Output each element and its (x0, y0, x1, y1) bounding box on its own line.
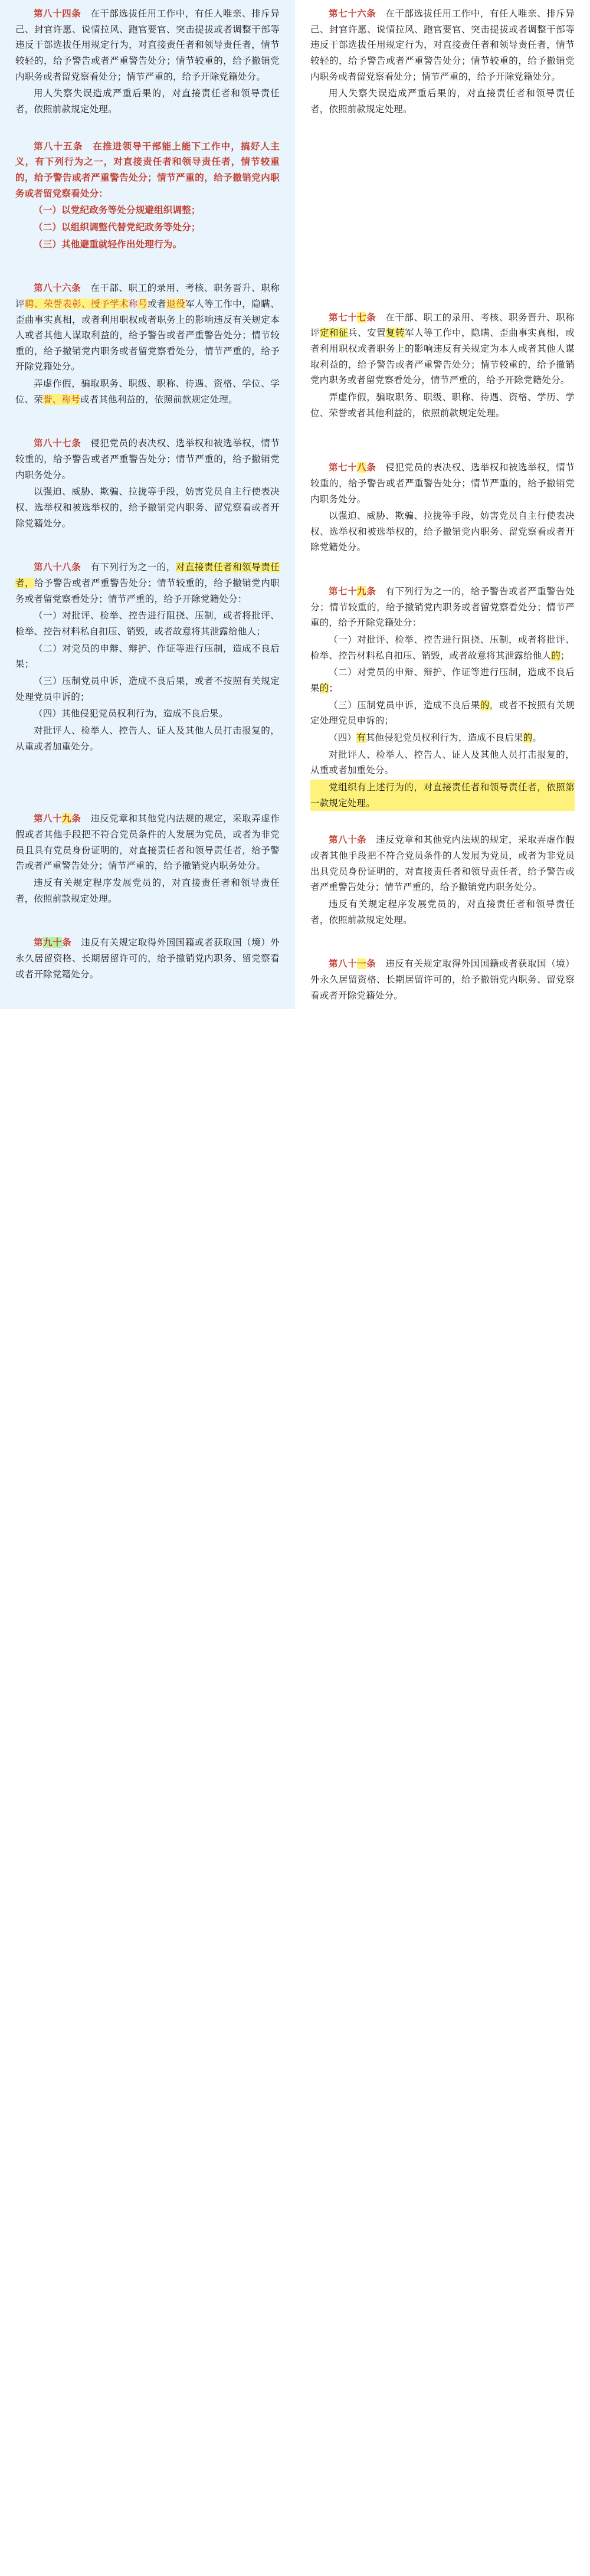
two-column-layout (0, 0, 590, 1030)
article-block-86 (15, 280, 280, 407)
article-88-para-last: 对批评人、检举人、控告人、证人及其他人员打击报复的，从重或者加重处分。 (15, 725, 280, 752)
article-88-item-4: （四）其他侵犯党员权利行为，造成不良后果。 (34, 708, 228, 719)
article-89-para-1: 第八十九条 违反党章和其他党内法规的规定，采取弄虚作假或者其他手段把不符合党员条件的人发展为党员，或者为非党员且具有党员身份证明的，对直接责任者和领导责任者，给予警告或者严重警告处分；情节严重的，给予撤销党内职务处分。 (15, 813, 280, 872)
article-block-85 (15, 139, 280, 253)
article-89-para-2: 违反有关规定程序发展党员的，对直接责任者和领导责任者，依照前款规定处理。 (15, 877, 280, 904)
article-block-88 (15, 559, 280, 754)
article-84-para-2: 用人失察失误造成严重后果的，对直接责任者和领导责任者，依照前款规定处理。 (15, 88, 280, 114)
article-block-77 (310, 310, 575, 421)
article-87-para-1: 第八十七条 侵犯党员的表决权、选举权和被选举权，情节较重的，给予警告或者严重警告处分；情节严重的，给予撤销党内职务处分。 (15, 438, 280, 480)
article-79-para-org: 党组织有上述行为的，对直接责任者和领导责任者，依照第一款规定处理。 (310, 780, 575, 811)
article-85-item-2: （二）以组织调整代替党纪政务等处分； (34, 221, 201, 233)
article-80-para-2: 违反有关规定程序发展党员的，对直接责任者和领导责任者，依照前款规定处理。 (310, 898, 575, 925)
article-80-para-1: 第八十条 违反党章和其他党内法规的规定，采取弄虚作假或者其他手段把不符合党员条件的人发展为党员，或者为非党员出具党员身份证明的，对直接责任者和领导责任者，给予警告或者严重警告处分；情节严重的，给予撤销党内职务处分。 (310, 834, 575, 893)
article-block-90 (15, 935, 280, 982)
article-block-89 (15, 811, 280, 906)
article-79-para-1: 第七十九条 有下列行为之一的，给予警告或者严重警告处分；情节较重的，给予撤销党内职务或者留党察看处分；情节严重的，给予开除党籍处分： (310, 586, 575, 629)
article-block-79 (310, 584, 575, 811)
left-column-revised (0, 0, 295, 1009)
article-block-78 (310, 460, 575, 555)
article-88-para-1: 第八十八条 有下列行为之一的，对直接责任者和领导责任者，给予警告或者严重警告处分；情节较重的，给予撤销党内职务或者留党察看处分；情节严重的，给予开除党籍处分： (15, 562, 280, 604)
article-78-para-2: 以强迫、威胁、欺骗、拉拢等手段，妨害党员自主行使表决权、选举权和被选举权的，给予撤销党内职务、留党察看或者开除党籍处分。 (310, 510, 575, 553)
article-85-para-1: 第八十五条 在推进领导干部能上能下工作中，搞好人主义，有下列行为之一，对直接责任者和领导责任者，情节较重的，给予警告或者严重警告处分；情节严重的，给予撤销党内职务或者留党察看处分： (15, 140, 280, 199)
article-77-para-1: 第七十七条 在干部、职工的录用、考核、职务晋升、职称评定和征兵、安置复转军人等工作中，隐瞒、歪曲事实真相，或者利用职权或者职务上的影响违反有关规定为本人或者其他人谋取利益的，给予警告或者严重警告处分；情节较重的，给予撤销党内职务或者留党察看处分，情节严重的，给予开除党籍处分。 (310, 312, 575, 386)
article-block-84 (15, 6, 280, 117)
article-86-para-1: 第八十六条 在干部、职工的录用、考核、职务晋升、职称评聘、荣誉表彰、授予学术称号或者退役军人等工作中，隐瞒、歪曲事实真相，或者利用职权或者职务上的影响违反有关规定本人或者其他人谋取利益的，给予警告或者严重警告处分；情节较重的，给予撤销党内职务或者留党察看处分，情节严重的，给予开除党籍处分。 (15, 283, 280, 372)
article-78-para-1: 第七十八条 侵犯党员的表决权、选举权和被选举权，情节较重的，给予警告或者严重警告处分；情节严重的，给予撤销党内职务处分。 (310, 462, 575, 505)
comparison-document (0, 0, 590, 1030)
article-88-item-2: （二）对党员的申辩、辩护、作证等进行压制，造成不良后果； (15, 643, 280, 670)
article-76-para-1: 第七十六条 在干部选拔任用工作中，有任人唯亲、排斥异己、封官许愿、说情拉风、跑官要官、突击提拔或者调整干部等违反干部选拔任用规定行为，对直接责任者和领导责任者，情节较轻的，给予警告或者严重警告处分；情节较重的，给予撤销党内职务或者留党察看处分；情节严重的，给予开除党籍处分。 (310, 8, 575, 82)
article-79-item-4: （四）有其他侵犯党员权利行为，造成不良后果的。 (329, 732, 542, 744)
article-88-item-3: （三）压制党员申诉，造成不良后果，或者不按照有关规定处理党员申诉的； (15, 675, 280, 702)
article-79-item-2: （二）对党员的申辩、辩护、作证等进行压制，造成不良后果的； (310, 667, 575, 694)
article-77-para-2: 弄虚作假，骗取职务、职级、职称、待遇、资格、学历、学位、荣誉或者其他利益的，依照前款规定处理。 (310, 391, 575, 418)
article-79-para-last: 对批评人、检举人、控告人、证人及其他人员打击报复的，从重或者加重处分。 (310, 749, 575, 776)
article-76-para-2: 用人失察失误造成严重后果的，对直接责任者和领导责任者，依照前款规定处理。 (310, 88, 575, 114)
article-90-para-1: 第九十条 违反有关规定取得外国国籍或者获取国（境）外永久居留资格、长期居留许可的，给予撤销党内职务、留党察看或者开除党籍处分。 (15, 937, 280, 980)
article-79-item-1: （一）对批评、检举、控告进行阻挠、压制，或者将批评、检举、控告材料私自扣压、销毁，或者故意将其泄露给他人的； (310, 634, 575, 661)
article-block-81 (310, 956, 575, 1003)
article-81-para-1: 第八十一条 违反有关规定取得外国国籍或者获取国（境）外永久居留资格、长期居留许可的，给予撤销党内职务、留党察看或者开除党籍处分。 (310, 958, 575, 1001)
right-column-original (295, 0, 590, 1030)
article-84-para-1: 第八十四条 在干部选拔任用工作中，有任人唯亲、排斥异己、封官许愿、说情拉风、跑官要官、突击提拔或者调整干部等违反干部选拔任用规定行为，对直接责任者和领导责任者，情节较轻的，给予警告或者严重警告处分；情节较重的，给予撤销党内职务或者留党察看处分；情节严重的，给予开除党籍处分。 (15, 8, 280, 82)
article-block-76 (310, 6, 575, 117)
article-block-80 (310, 832, 575, 928)
article-88-item-1: （一）对批评、检举、控告进行阻挠、压制，或者将批评、检举、控告材料私自扣压、销毁，或者故意将其泄露给他人； (15, 610, 280, 637)
article-block-87 (15, 436, 280, 531)
article-86-para-2: 弄虚作假，骗取职务、职级、职称、待遇、资格、学位、学位、荣誉、称号或者其他利益的，依照前款规定处理。 (15, 378, 280, 405)
article-85-item-1: （一）以党纪政务等处分规避组织调整； (34, 205, 201, 216)
article-79-item-3: （三）压制党员申诉，造成不良后果的，或者不按照有关规定处理党员申诉的； (310, 699, 575, 726)
article-85-item-3: （三）其他避重就轻作出处理行为。 (34, 238, 182, 250)
article-87-para-2: 以强迫、威胁、欺骗、拉拢等手段，妨害党员自主行使表决权、选举权和被选举权的，给予撤销党内职务、留党察看或者开除党籍处分。 (15, 486, 280, 529)
